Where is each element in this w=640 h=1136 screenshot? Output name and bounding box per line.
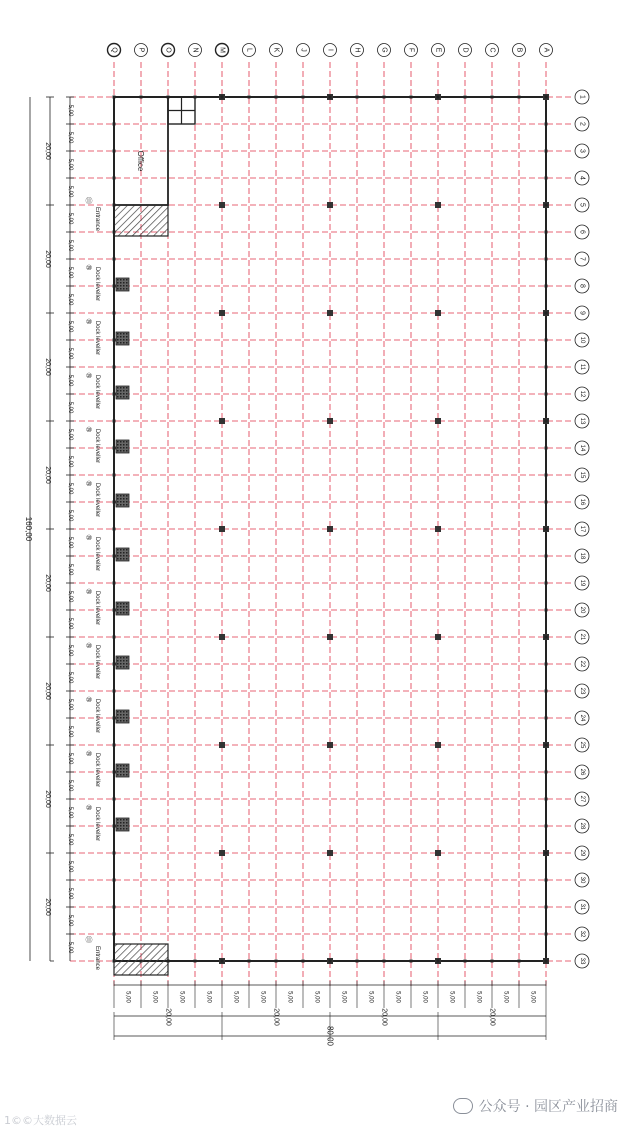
wall-post-right-30 [545,879,548,882]
wall-post-right-12 [545,393,548,396]
dim-bay-24: 5,00 [67,752,73,765]
row-label-7: 7 [578,257,586,261]
wall-post-top-Q [113,96,116,99]
dim-bay-19: 5,00 [67,617,73,630]
entrance-block-top [114,205,168,236]
dock-label-16: Dock leveller [94,482,100,518]
dock-leveller-22 [116,656,129,669]
col-label-E: E [434,47,442,53]
row-label-4: 4 [578,176,586,180]
wall-post-top-L [248,96,251,99]
dim-bay-27: 5,00 [67,833,73,846]
row-label-5: 5 [578,203,586,207]
row-label-24: 24 [579,714,585,722]
wall-post-left-22 [113,663,116,666]
wall-post-right-19 [545,582,548,585]
row-label-2: 2 [578,122,586,126]
dim-bay-3: 5,00 [67,185,73,198]
dim-bay-23: 5,00 [67,725,73,738]
wall-post-bottom-I [329,960,332,963]
wall-post-left-28 [113,825,116,828]
dim-bay-30: 5,00 [67,914,73,927]
row-label-22: 22 [579,660,585,668]
wall-post-bottom-L [248,960,251,963]
wall-post-left-16 [113,501,116,504]
row-label-26: 26 [579,768,585,776]
dim-bay-7: 5,00 [67,293,73,306]
col-label-Q: Q [110,47,118,53]
dim-bay-4: 5,00 [67,212,73,225]
structural-columns [113,94,550,964]
dim-col-bay-1: 5,00 [151,991,158,1003]
dim-col-bay-14: 5,00 [502,991,509,1003]
col-label-I: I [326,49,334,51]
dock-label-22: Dock leveller [94,644,100,680]
wall-post-bottom-A [545,960,548,963]
watermark [453,1096,618,1116]
dim-col-bay-12: 5,00 [448,991,455,1003]
wall-post-left-4 [113,177,116,180]
corner-watermark: 1©©大数据云 [4,1114,77,1127]
row-label-17: 17 [579,525,585,533]
col-label-L: L [245,48,253,52]
column-E-25 [435,742,441,748]
wall-post-right-25 [545,744,548,747]
dim-col-bay-15: 5,00 [529,991,536,1003]
dim-col-bay-3: 5,00 [205,991,212,1003]
entrance-block-bottom [114,944,168,975]
dim-bay-12: 5,00 [67,428,73,441]
row-label-9: 9 [578,311,586,315]
row-label-21: 21 [579,633,585,641]
dock-levellers [86,264,129,841]
wall-post-bottom-D [464,960,467,963]
column-M-29 [219,850,225,856]
row-label-3: 3 [578,149,586,153]
wall-post-right-6 [545,231,548,234]
wall-post-left-12 [113,393,116,396]
col-label-N: N [191,47,199,53]
row-label-31: 31 [579,903,585,911]
entrance-marker-top: ⑪ [85,197,93,205]
dim-col-bay-6: 5,00 [286,991,293,1003]
row-label-20: 20 [579,606,585,614]
wall-post-right-11 [545,366,548,369]
dock-marker-14: ⑩ [85,426,93,434]
row-label-33: 33 [579,957,585,965]
column-E-9 [435,310,441,316]
wall-post-top-H [356,96,359,99]
dock-leveller-18 [116,548,129,561]
dim-total-length: 160,00 [24,516,33,542]
column-E-5 [435,202,441,208]
wall-post-top-A [545,96,548,99]
wall-post-bottom-K [275,960,278,963]
dim-bay-6: 5,00 [67,266,73,279]
col-label-O: O [164,47,172,53]
office-label: Office [136,150,145,172]
dim-bay-10: 5,00 [67,374,73,387]
row-label-28: 28 [579,822,585,830]
column-E-29 [435,850,441,856]
col-label-A: A [542,47,550,53]
column-M-17 [219,526,225,532]
dim-colgroup-2: 20,00 [380,1008,388,1026]
wall-post-right-31 [545,906,548,909]
wall-post-left-3 [113,150,116,153]
wall-post-top-F [410,96,413,99]
wall-post-left-15 [113,474,116,477]
left-dimensions [24,97,74,961]
wall-post-right-4 [545,177,548,180]
dim-bay-1: 5,00 [67,131,73,144]
dock-leveller-14 [116,440,129,453]
wall-post-left-14 [113,447,116,450]
dim-col-bay-2: 5,00 [178,991,185,1003]
wall-post-left-9 [113,312,116,315]
wall-post-left-30 [113,879,116,882]
row-label-19: 19 [579,579,585,587]
dim-bay-28: 5,00 [67,860,73,873]
wall-post-right-16 [545,501,548,504]
wall-post-top-E [437,96,440,99]
wall-post-right-15 [545,474,548,477]
dim-bay-29: 5,00 [67,887,73,900]
column-M-21 [219,634,225,640]
wall-post-bottom-H [356,960,359,963]
dim-colgroup-0: 20,00 [164,1008,172,1026]
dim-colgroup-3: 20,00 [488,1008,496,1026]
dim-bay-22: 5,00 [67,698,73,711]
row-label-13: 13 [579,417,585,425]
dock-label-14: Dock leveller [94,428,100,464]
wall-post-left-2 [113,123,116,126]
dock-label-12: Dock leveller [94,374,100,410]
wall-post-right-3 [545,150,548,153]
wall-post-left-11 [113,366,116,369]
col-label-M: M [218,47,226,53]
dim-bay-15: 5,00 [67,509,73,522]
wall-post-right-22 [545,663,548,666]
wall-post-left-21 [113,636,116,639]
wall-post-right-24 [545,717,548,720]
dim-bay-17: 5,00 [67,563,73,576]
dock-label-8: Dock leveller [94,266,100,302]
column-I-17 [327,526,333,532]
wall-post-right-8 [545,285,548,288]
dim-col-bay-7: 5,00 [313,991,320,1003]
row-label-11: 11 [579,363,585,371]
wall-post-right-7 [545,258,548,261]
row-label-6: 6 [578,230,586,234]
wall-post-left-7 [113,258,116,261]
wall-post-left-8 [113,285,116,288]
column-I-9 [327,310,333,316]
wall-post-left-25 [113,744,116,747]
bottom-dimensions [114,981,546,1047]
row-label-1: 1 [578,95,586,99]
dim-group-2: 20,00 [44,358,51,376]
dim-group-6: 20,00 [44,790,51,808]
dim-col-bay-10: 5,00 [394,991,401,1003]
dock-leveller-8 [116,278,129,291]
column-I-25 [327,742,333,748]
col-label-C: C [488,47,496,53]
column-I-13 [327,418,333,424]
dock-label-20: Dock leveller [94,590,100,626]
column-E-21 [435,634,441,640]
wall-post-top-C [491,96,494,99]
column-I-5 [327,202,333,208]
wall-post-right-17 [545,528,548,531]
dock-leveller-12 [116,386,129,399]
dock-leveller-16 [116,494,129,507]
wechat-icon [453,1098,473,1114]
row-label-15: 15 [579,471,585,479]
wall-post-bottom-E [437,960,440,963]
wall-post-left-31 [113,906,116,909]
dim-bay-25: 5,00 [67,779,73,792]
wall-post-left-29 [113,852,116,855]
dock-leveller-20 [116,602,129,615]
dock-marker-28: ⑩ [85,804,93,812]
dim-colgroup-1: 20,00 [272,1008,280,1026]
column-E-13 [435,418,441,424]
wall-post-right-5 [545,204,548,207]
dim-group-7: 20,00 [44,898,51,916]
column-M-9 [219,310,225,316]
dock-label-26: Dock leveller [94,752,100,788]
row-label-30: 30 [579,876,585,884]
column-I-21 [327,634,333,640]
dock-label-18: Dock leveller [94,536,100,572]
dock-marker-20: ⑩ [85,588,93,596]
wall-post-top-M [221,96,224,99]
wall-post-right-14 [545,447,548,450]
wall-post-right-26 [545,771,548,774]
wall-post-top-B [518,96,521,99]
wall-post-bottom-J [302,960,305,963]
dim-bay-16: 5,00 [67,536,73,549]
wall-post-left-19 [113,582,116,585]
dock-marker-22: ⑩ [85,642,93,650]
row-label-27: 27 [579,795,585,803]
dock-marker-18: ⑩ [85,534,93,542]
wall-post-left-18 [113,555,116,558]
dim-group-5: 20,00 [44,682,51,700]
wall-post-right-18 [545,555,548,558]
wall-post-right-13 [545,420,548,423]
wall-post-left-24 [113,717,116,720]
column-bubbles [108,44,553,57]
wall-post-right-2 [545,123,548,126]
row-label-10: 10 [579,336,585,344]
col-label-K: K [272,47,280,53]
dock-leveller-26 [116,764,129,777]
wall-post-left-23 [113,690,116,693]
wall-post-top-G [383,96,386,99]
dim-col-bay-11: 5,00 [421,991,428,1003]
wall-post-left-32 [113,933,116,936]
dim-bay-26: 5,00 [67,806,73,819]
wall-post-left-20 [113,609,116,612]
dim-bay-18: 5,00 [67,590,73,603]
column-M-5 [219,202,225,208]
dim-group-1: 20,00 [44,250,51,268]
column-I-29 [327,850,333,856]
watermark-text: 公众号 · 园区产业招商 [478,1099,618,1115]
column-E-17 [435,526,441,532]
wall-post-left-27 [113,798,116,801]
dim-col-bay-5: 5,00 [259,991,266,1003]
wall-post-top-I [329,96,332,99]
column-M-25 [219,742,225,748]
entrance-label-bottom: Entrance [94,945,100,971]
wall-post-left-13 [113,420,116,423]
dock-marker-10: ⑩ [85,318,93,326]
wall-post-right-10 [545,339,548,342]
row-label-18: 18 [579,552,585,560]
dock-label-28: Dock leveller [94,806,100,842]
dock-leveller-24 [116,710,129,723]
dock-marker-12: ⑩ [85,372,93,380]
row-label-16: 16 [579,498,585,506]
wall-post-right-9 [545,312,548,315]
dim-bay-9: 5,00 [67,347,73,360]
entrance-label-top: Entrance [94,206,100,232]
row-label-14: 14 [579,444,585,452]
office-area [86,97,196,975]
wall-post-right-21 [545,636,548,639]
row-label-25: 25 [579,741,585,749]
dock-marker-24: ⑩ [85,696,93,704]
dim-bay-14: 5,00 [67,482,73,495]
dock-leveller-28 [116,818,129,831]
wall-post-right-20 [545,609,548,612]
col-label-B: B [515,47,523,53]
dim-col-bay-8: 5,00 [340,991,347,1003]
dim-col-bay-4: 5,00 [232,991,239,1003]
wall-post-bottom-G [383,960,386,963]
entrance-marker-bottom: ⑪ [85,936,93,944]
dim-bay-2: 5,00 [67,158,73,171]
dim-bay-5: 5,00 [67,239,73,252]
col-label-G: G [380,47,388,53]
col-label-J: J [299,48,307,52]
wall-post-bottom-B [518,960,521,963]
dim-bay-0: 5,00 [67,104,73,117]
dim-bay-21: 5,00 [67,671,73,684]
wall-post-right-23 [545,690,548,693]
col-label-H: H [353,47,361,53]
dim-group-3: 20,00 [44,466,51,484]
dim-bay-11: 5,00 [67,401,73,414]
row-label-32: 32 [579,930,585,938]
row-bubbles [575,90,589,968]
wall-post-left-17 [113,528,116,531]
col-label-P: P [137,47,145,53]
wall-post-right-32 [545,933,548,936]
row-label-23: 23 [579,687,585,695]
wall-post-top-K [275,96,278,99]
dock-marker-16: ⑩ [85,480,93,488]
wall-post-bottom-M [221,960,224,963]
dock-marker-8: ⑩ [85,264,93,272]
wall-post-left-10 [113,339,116,342]
row-label-8: 8 [578,284,586,288]
wall-post-top-D [464,96,467,99]
dock-leveller-10 [116,332,129,345]
dim-bay-20: 5,00 [67,644,73,657]
wall-post-left-26 [113,771,116,774]
dim-col-bay-9: 5,00 [367,991,374,1003]
row-label-12: 12 [579,390,585,398]
dock-label-24: Dock leveller [94,698,100,734]
col-label-F: F [407,47,415,53]
wall-post-right-27 [545,798,548,801]
dock-label-10: Dock leveller [94,320,100,356]
dim-group-4: 20,00 [44,574,51,592]
dim-total-width: 80,00 [325,1025,335,1047]
wall-post-bottom-F [410,960,413,963]
wall-post-bottom-N [194,960,197,963]
col-label-D: D [461,47,469,53]
dim-bay-8: 5,00 [67,320,73,333]
column-grid-lines [114,62,546,988]
dim-group-0: 20,00 [44,142,51,160]
dock-marker-26: ⑩ [85,750,93,758]
wall-post-bottom-C [491,960,494,963]
row-label-29: 29 [579,849,585,857]
wall-post-top-P [140,96,143,99]
wall-post-top-J [302,96,305,99]
wall-post-right-28 [545,825,548,828]
dim-bay-13: 5,00 [67,455,73,468]
wall-post-right-29 [545,852,548,855]
dim-bay-31: 5,00 [67,941,73,954]
dim-col-bay-0: 5,00 [124,991,131,1003]
dim-col-bay-13: 5,00 [475,991,482,1003]
column-M-13 [219,418,225,424]
